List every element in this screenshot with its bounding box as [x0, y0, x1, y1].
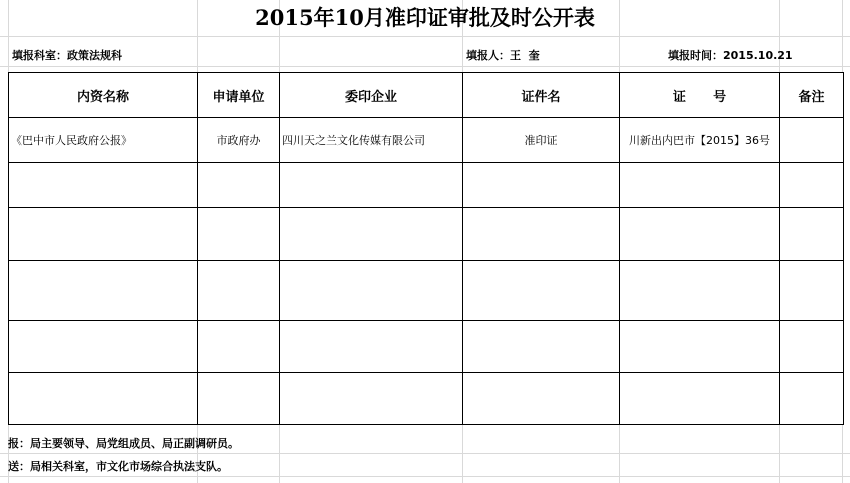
table-cell[interactable] — [9, 321, 198, 373]
gridline — [0, 36, 850, 37]
send-to-line: 送：局相关科室，市文化市场综合执法支队。 — [8, 460, 228, 473]
approval-table-container — [8, 72, 843, 425]
table-cell[interactable] — [198, 321, 280, 373]
table-cell[interactable] — [463, 163, 620, 208]
table-cell[interactable] — [9, 163, 198, 208]
table-row — [9, 261, 844, 321]
table-cell[interactable] — [463, 321, 620, 373]
table-cell[interactable] — [780, 321, 844, 373]
table-cell[interactable] — [280, 163, 463, 208]
table-row — [9, 163, 844, 208]
table-cell[interactable] — [9, 208, 198, 261]
header-certificate-number[interactable]: 证 号 — [620, 73, 780, 118]
table-cell[interactable] — [780, 118, 844, 163]
table-cell[interactable] — [463, 261, 620, 321]
table-cell[interactable] — [280, 321, 463, 373]
table-cell[interactable] — [620, 208, 780, 261]
gridline — [0, 476, 850, 477]
table-cell[interactable]: 准印证 — [463, 118, 620, 163]
table-cell[interactable] — [780, 373, 844, 425]
table-cell[interactable] — [780, 208, 844, 261]
gridline — [0, 453, 850, 454]
table-row — [9, 373, 844, 425]
table-row — [9, 118, 844, 163]
report-to-line: 报：局主要领导、局党组成员、局正副调研员。 — [8, 437, 239, 450]
table-cell[interactable] — [620, 373, 780, 425]
table-header-row — [9, 73, 844, 118]
table-cell[interactable] — [9, 373, 198, 425]
header-name[interactable]: 内资名称 — [9, 73, 198, 118]
gridline — [0, 66, 850, 67]
table-cell[interactable] — [198, 373, 280, 425]
reporter-label: 填报人：王 奎 — [466, 49, 540, 62]
header-remarks[interactable]: 备注 — [780, 73, 844, 118]
table-cell[interactable] — [620, 321, 780, 373]
table-cell[interactable]: 市政府办 — [198, 118, 280, 163]
page-title: 2015年10月准印证审批及时公开表 — [255, 5, 595, 30]
table-cell[interactable] — [280, 208, 463, 261]
table-row — [9, 321, 844, 373]
table-cell[interactable] — [198, 261, 280, 321]
table-cell[interactable] — [280, 373, 463, 425]
date-label: 填报时间：2015.10.21 — [668, 49, 793, 62]
table-cell[interactable] — [280, 261, 463, 321]
header-applicant[interactable]: 申请单位 — [198, 73, 280, 118]
table-cell[interactable]: 《巴中市人民政府公报》 — [9, 118, 198, 163]
approval-table — [8, 72, 844, 425]
table-cell[interactable] — [463, 373, 620, 425]
table-cell[interactable] — [198, 208, 280, 261]
table-cell[interactable] — [620, 163, 780, 208]
header-printing-company[interactable]: 委印企业 — [280, 73, 463, 118]
table-cell[interactable]: 四川天之兰文化传媒有限公司 — [280, 118, 463, 163]
table-cell[interactable] — [198, 163, 280, 208]
table-cell[interactable] — [9, 261, 198, 321]
table-cell[interactable] — [463, 208, 620, 261]
table-cell[interactable] — [780, 163, 844, 208]
table-row — [9, 208, 844, 261]
table-cell[interactable] — [780, 261, 844, 321]
table-cell[interactable]: 川新出内巴市【2015】36号 — [620, 118, 780, 163]
department-label: 填报科室：政策法规科 — [12, 49, 122, 62]
table-cell[interactable] — [620, 261, 780, 321]
header-certificate-name[interactable]: 证件名 — [463, 73, 620, 118]
